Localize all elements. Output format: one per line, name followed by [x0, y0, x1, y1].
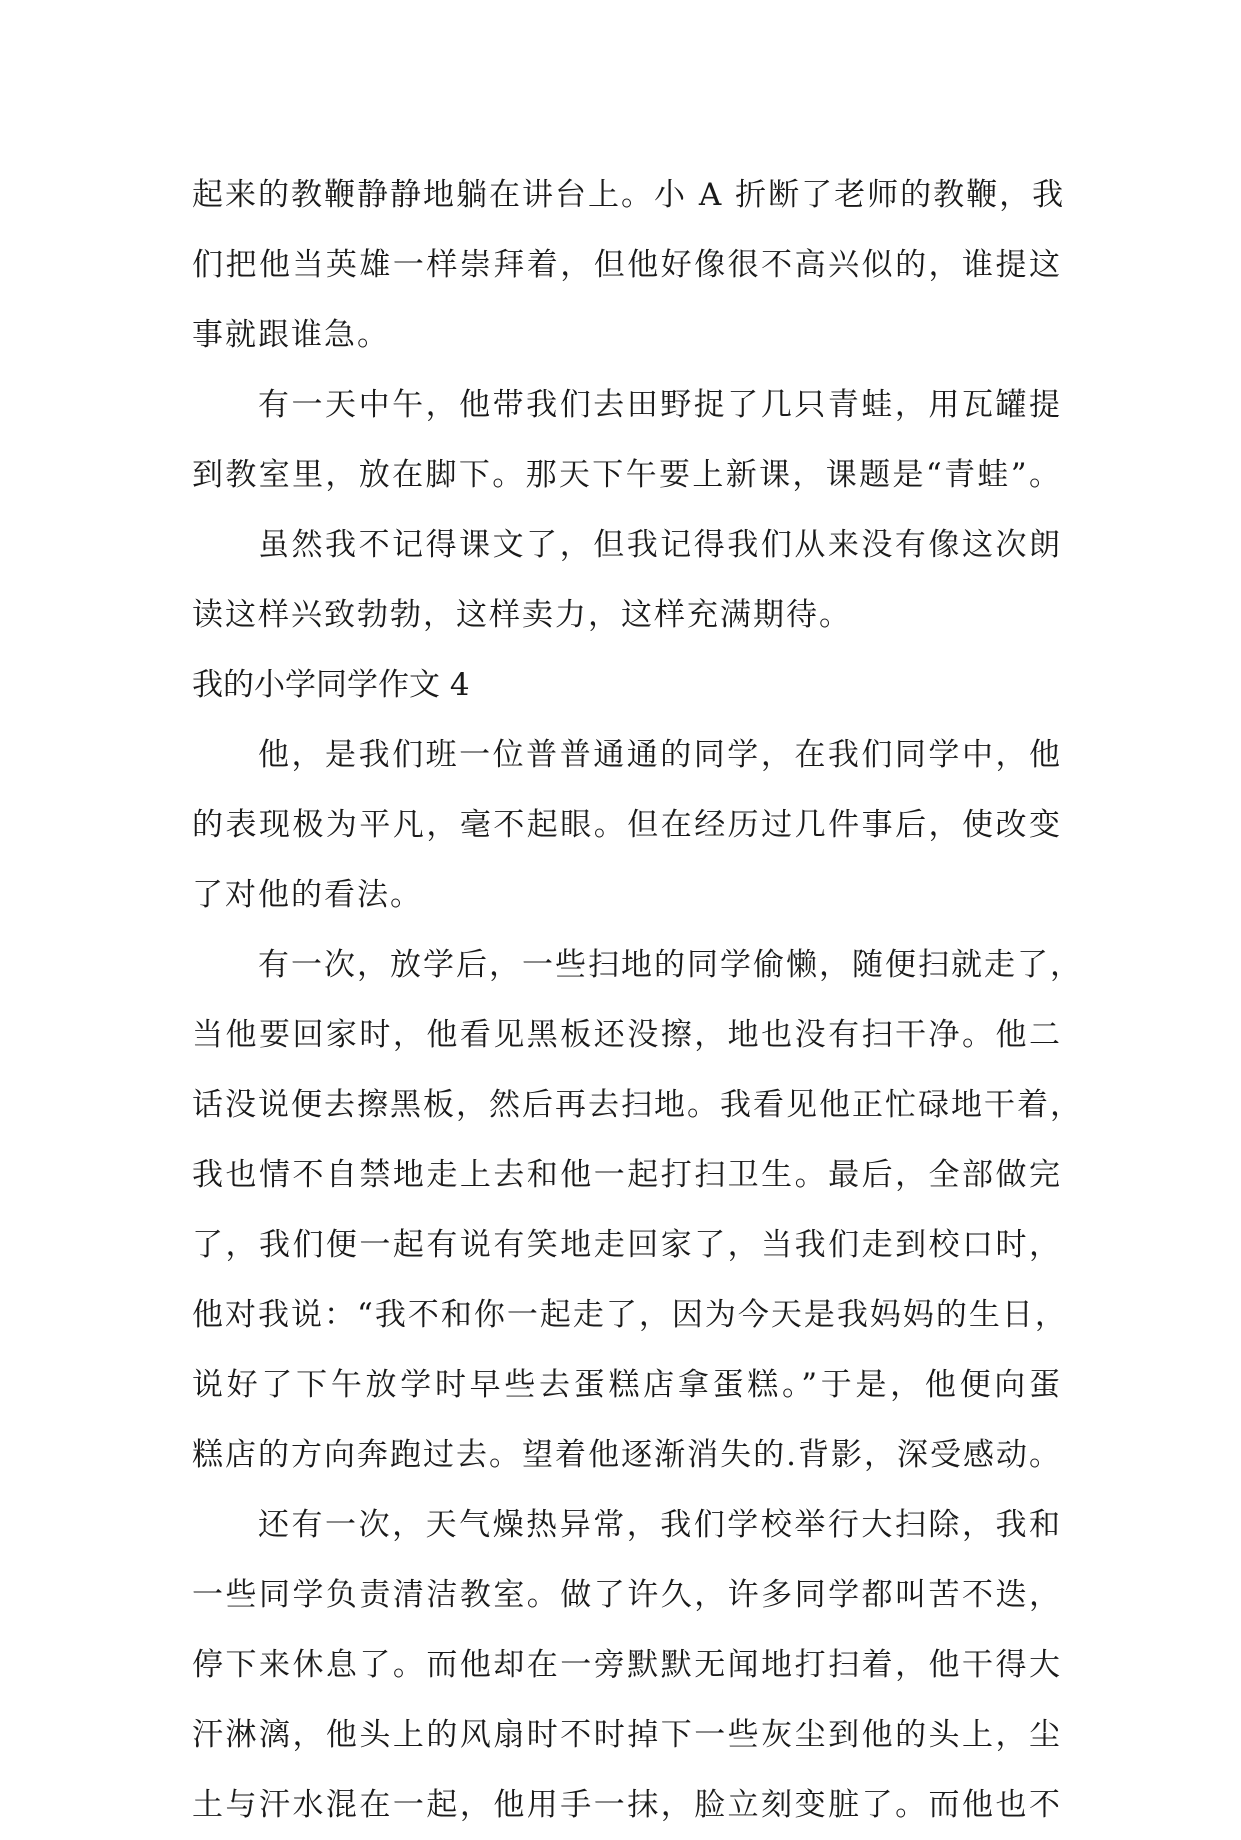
- paragraph-line: 当他要回家时，他看见黑板还没擦，地也没有扫干净。他二: [192, 1017, 1062, 1053]
- paragraph-line: 有一天中午，他带我们去田野捉了几只青蛙，用瓦罐提: [258, 387, 1062, 423]
- section-heading: 我的小学同学作文 4: [192, 667, 470, 703]
- paragraph-line: 土与汗水混在一起，他用手一抹，脸立刻变脏了。而他也不: [192, 1787, 1062, 1823]
- paragraph-line: 了，我们便一起有说有笑地走回家了，当我们走到校口时，: [192, 1227, 1062, 1263]
- text-column: [192, 160, 1083, 1840]
- paragraph-line: 读这样兴致勃勃，这样卖力，这样充满期待。: [192, 597, 852, 633]
- paragraph-line: 了对他的看法。: [192, 877, 423, 913]
- paragraph-line: 到教室里，放在脚下。那天下午要上新课，课题是“青蛙”。: [192, 457, 1062, 493]
- paragraph-line: 还有一次，天气燥热异常，我们学校举行大扫除，我和: [258, 1507, 1062, 1543]
- paragraph-line: 糕店的方向奔跑过去。望着他逐渐消失的.背影，深受感动。: [192, 1437, 1062, 1473]
- paragraph-line: 说好了下午放学时早些去蛋糕店拿蛋糕。”于是，他便向蛋: [192, 1367, 1062, 1403]
- paragraph-line: 话没说便去擦黑板，然后再去扫地。我看见他正忙碌地干着，: [192, 1087, 1083, 1123]
- paragraph-line: 有一次，放学后，一些扫地的同学偷懒，随便扫就走了，: [258, 947, 1083, 983]
- paragraph-line: 他对我说：“我不和你一起走了，因为今天是我妈妈的生日，: [192, 1297, 1068, 1333]
- paragraph-line: 一些同学负责清洁教室。做了许久，许多同学都叫苦不迭，: [192, 1577, 1062, 1613]
- paragraph-line: 汗淋漓，他头上的风扇时不时掉下一些灰尘到他的头上，尘: [192, 1717, 1062, 1753]
- paragraph-line: 事就跟谁急。: [192, 317, 390, 353]
- paragraph-line: 的表现极为平凡，毫不起眼。但在经历过几件事后，使改变: [192, 807, 1062, 843]
- paragraph-line: 他，是我们班一位普普通通的同学，在我们同学中，他: [258, 737, 1062, 773]
- paragraph-line: 起来的教鞭静静地躺在讲台上。小 A 折断了老师的教鞭，我: [192, 177, 1066, 213]
- paragraph-line: 我也情不自禁地走上去和他一起打扫卫生。最后，全部做完: [192, 1157, 1062, 1193]
- paragraph-line: 停下来休息了。而他却在一旁默默无闻地打扫着，他干得大: [192, 1647, 1062, 1683]
- paragraph-line: 们把他当英雄一样崇拜着，但他好像很不高兴似的，谁提这: [192, 247, 1062, 283]
- paragraph-line: 虽然我不记得课文了，但我记得我们从来没有像这次朗: [258, 527, 1062, 563]
